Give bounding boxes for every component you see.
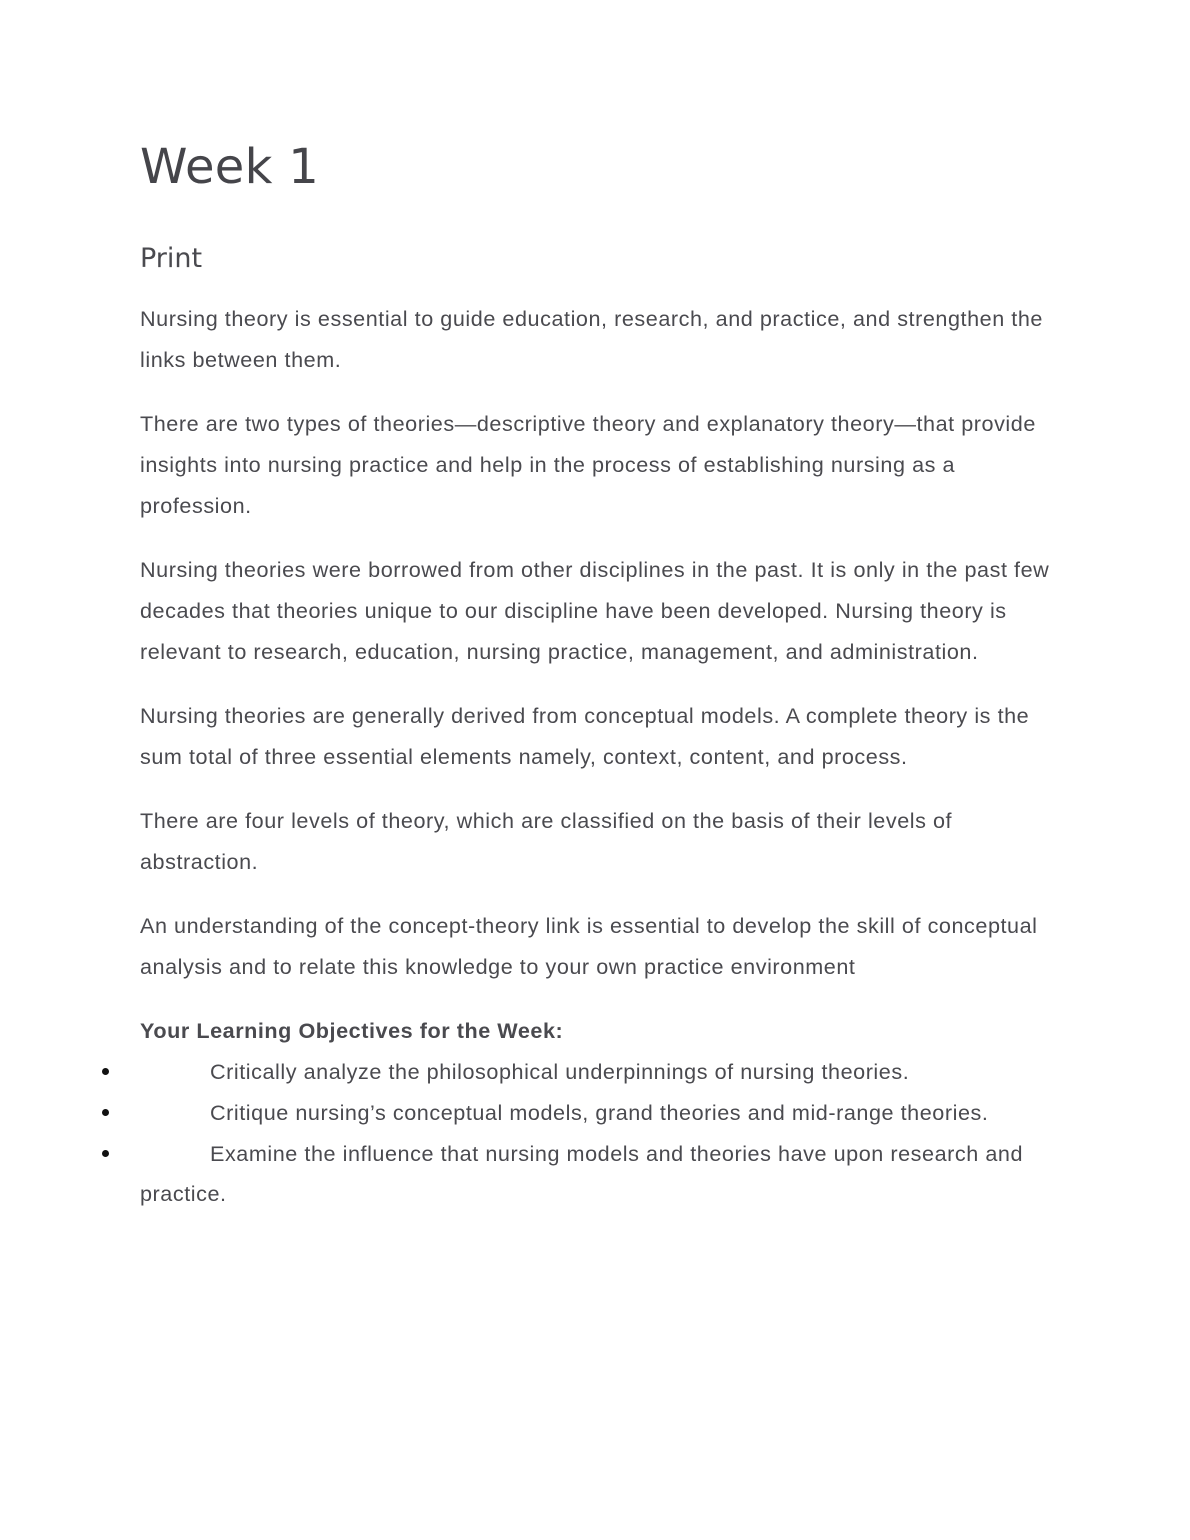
bullet-icon	[102, 1150, 109, 1157]
paragraph-5: There are four levels of theory, which are classified on the basis of their levels of abstraction.	[140, 807, 953, 874]
objective-text: Examine the influence that nursing models and theories have upon research and practice.	[140, 1140, 1024, 1207]
paragraph-4: Nursing theories are generally derived from conceptual models. A complete theory is the sum total of three essential elements namely, context, content, and process.	[140, 702, 1030, 769]
paragraph-6: An understanding of the concept-theory link is essential to develop the skill of conceptual analysis and to relate this knowledge to your own practice environment	[140, 913, 1038, 979]
objectives-list	[140, 1052, 1060, 1215]
paragraph-2: There are two types of theories—descriptive theory and explanatory theory—that provide insights into nursing practice and help in the process of establishing nursing as a profession.	[140, 411, 1036, 518]
objective-text: Critique nursing’s conceptual models, grand theories and mid-range theories.	[210, 1099, 989, 1125]
paragraph-3: Nursing theories were borrowed from other disciplines in the past. It is only in the past few decades that theories unique to our discipline have been developed. Nursing theory is relevant to research, education, nursing practice, management, and administration.	[140, 556, 1050, 664]
paragraph-1: Nursing theory is essential to guide education, research, and practice, and strengthen the links between them.	[140, 306, 1043, 372]
print-heading: Print	[140, 243, 203, 274]
bullet-icon	[102, 1068, 109, 1075]
objective-item	[140, 1134, 1060, 1216]
bullet-icon	[102, 1109, 109, 1116]
page-title: Week 1	[140, 139, 320, 195]
objective-text: Critically analyze the philosophical underpinnings of nursing theories.	[210, 1058, 910, 1084]
objective-item	[140, 1093, 1060, 1134]
document-body	[140, 299, 1060, 1215]
objective-item	[140, 1052, 1060, 1093]
objectives-heading: Your Learning Objectives for the Week:	[140, 1018, 564, 1044]
